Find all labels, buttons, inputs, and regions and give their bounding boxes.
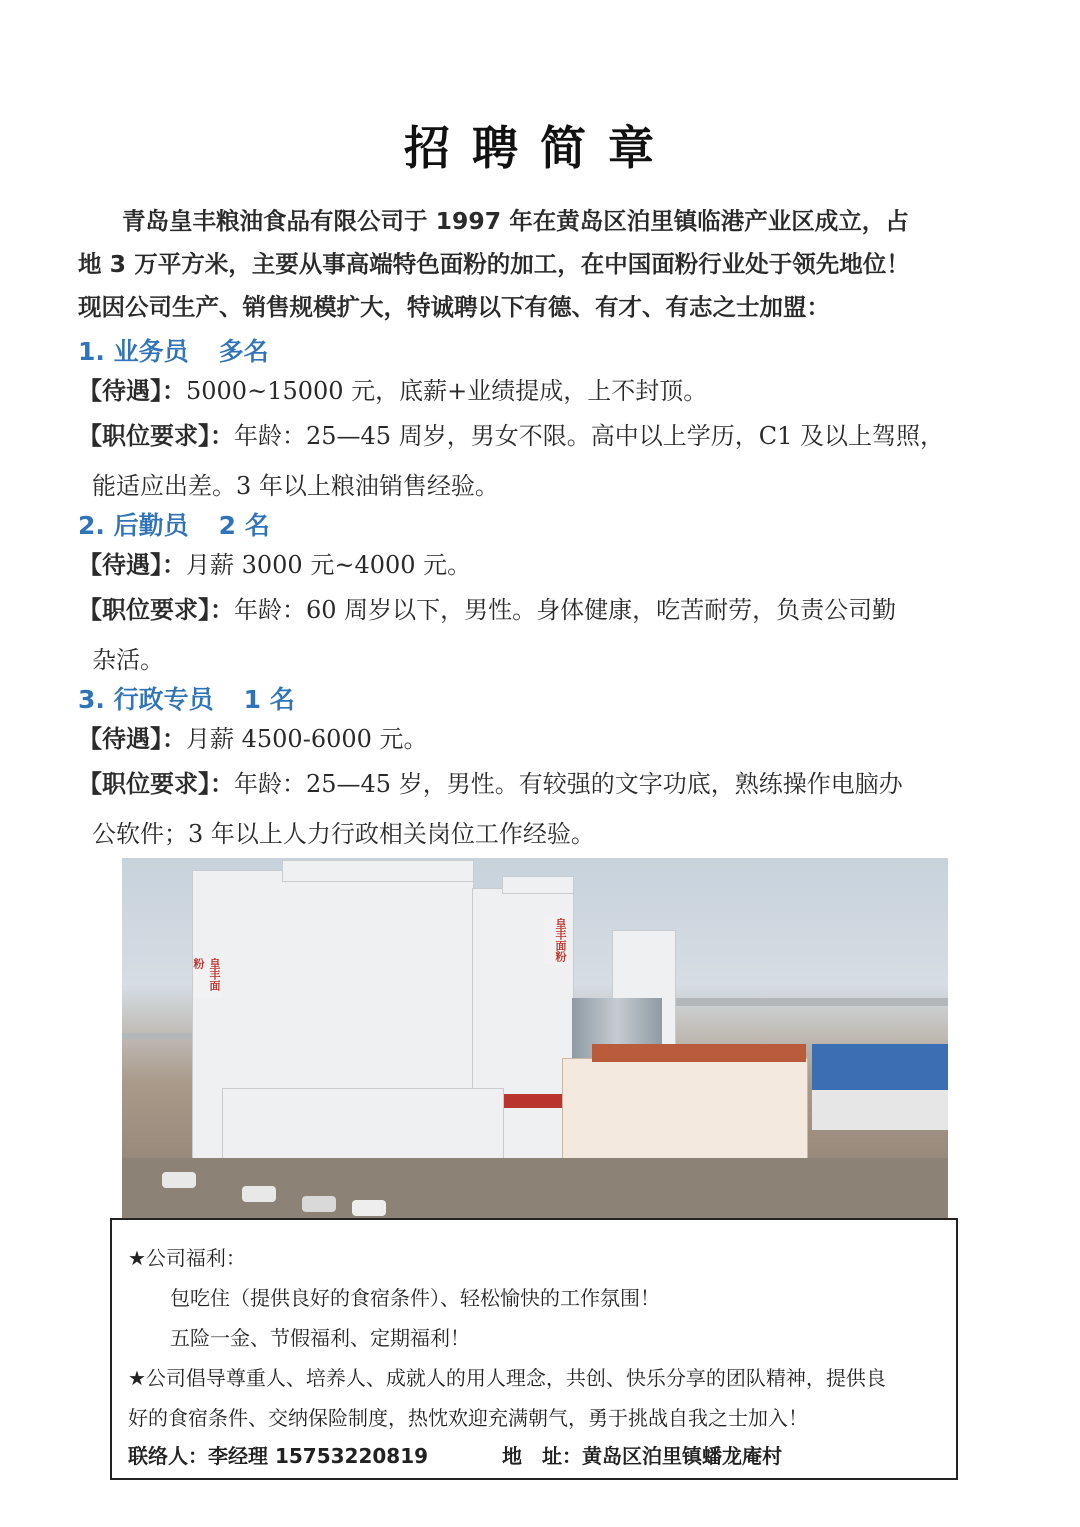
requirements-continuation: 杂活。 bbox=[92, 646, 164, 674]
intro-paragraph bbox=[78, 200, 1008, 329]
car bbox=[242, 1186, 276, 1202]
intro-line: 青岛皇丰粮油食品有限公司于 1997 年在黄岛区泊里镇临港产业区成立，占 bbox=[122, 207, 909, 235]
position-count: 2 名 bbox=[218, 511, 270, 540]
intro-line: 现因公司生产、销售规模扩大，特诚聘以下有德、有才、有志之士加盟： bbox=[78, 293, 830, 321]
factory-photo bbox=[122, 858, 948, 1220]
position-pay bbox=[78, 544, 1008, 587]
company-address: 地 址：黄岛区泊里镇蟠龙庵村 bbox=[502, 1444, 782, 1468]
position-heading-admin bbox=[78, 680, 295, 716]
position-count: 1 名 bbox=[243, 685, 295, 714]
office-roof bbox=[592, 1044, 806, 1062]
requirements-label: 【职位要求】： bbox=[78, 596, 234, 624]
position-requirements bbox=[78, 763, 1008, 806]
position-title: 2. 后勤员 bbox=[78, 511, 189, 540]
pay-label: 【待遇】： bbox=[78, 551, 186, 579]
position-heading-logistics bbox=[78, 506, 270, 542]
requirements-value: 年龄：25—45 岁，男性。有较强的文字功底，熟练操作电脑办 bbox=[234, 770, 903, 798]
requirements-value: 年龄：60 周岁以下，男性。身体健康，吃苦耐劳，负责公司勤 bbox=[234, 596, 897, 624]
benefits-heading: ★公司福利： bbox=[128, 1246, 246, 1270]
position-heading-salesman bbox=[78, 332, 269, 368]
position-pay bbox=[78, 370, 1008, 413]
building-top bbox=[282, 860, 474, 882]
culture-text: 好的食宿条件、交纳保险制度，热忱欢迎充满朝气，勇于挑战自我之士加入！ bbox=[128, 1406, 808, 1430]
requirements-continuation: 公软件；3 年以上人力行政相关岗位工作经验。 bbox=[92, 820, 595, 848]
blue-warehouse-roof bbox=[812, 1044, 948, 1090]
benefit-item: 包吃住（提供良好的食宿条件）、轻松愉快的工作氛围！ bbox=[170, 1286, 660, 1310]
position-requirements bbox=[78, 415, 1008, 458]
page-title: 招聘简章 bbox=[404, 121, 676, 175]
position-requirements bbox=[78, 589, 1008, 632]
position-pay bbox=[78, 718, 1008, 761]
red-banner bbox=[504, 1094, 566, 1108]
contact-person: 联络人：李经理 15753220819 bbox=[128, 1444, 429, 1468]
pay-label: 【待遇】： bbox=[78, 377, 186, 405]
pay-value: 月薪 3000 元~4000 元。 bbox=[186, 551, 472, 579]
position-title: 1. 业务员 bbox=[78, 337, 189, 366]
requirements-label: 【职位要求】： bbox=[78, 422, 234, 450]
pay-value: 月薪 4500-6000 元。 bbox=[186, 725, 428, 753]
pay-label: 【待遇】： bbox=[78, 725, 186, 753]
position-title: 3. 行政专员 bbox=[78, 685, 214, 714]
tower-sign: 皇丰面粉 bbox=[544, 918, 568, 964]
requirements-continuation: 能适应出差。3 年以上粮油销售经验。 bbox=[92, 472, 499, 500]
position-count: 多名 bbox=[218, 337, 269, 366]
car bbox=[162, 1172, 196, 1188]
building-sign: 皇丰面粉 bbox=[194, 958, 222, 998]
benefits-box bbox=[110, 1218, 958, 1480]
pay-value: 5000~15000 元，底薪+业绩提成，上不封顶。 bbox=[186, 377, 708, 405]
requirements-value: 年龄：25—45 周岁，男女不限。高中以上学历，C1 及以上驾照， bbox=[234, 422, 944, 450]
tower-top bbox=[502, 876, 574, 894]
office-building bbox=[562, 1058, 808, 1160]
car bbox=[352, 1200, 386, 1216]
benefit-item: 五险一金、节假福利、定期福利！ bbox=[170, 1326, 470, 1350]
requirements-label: 【职位要求】： bbox=[78, 770, 234, 798]
culture-text: ★公司倡导尊重人、培养人、成就人的用人理念，共创、快乐分享的团队精神，提供良 bbox=[128, 1366, 886, 1390]
car bbox=[302, 1196, 336, 1212]
intro-line: 地 3 万平方米，主要从事高端特色面粉的加工，在中国面粉行业处于领先地位！ bbox=[78, 250, 910, 278]
blue-warehouse-wall bbox=[812, 1090, 948, 1130]
